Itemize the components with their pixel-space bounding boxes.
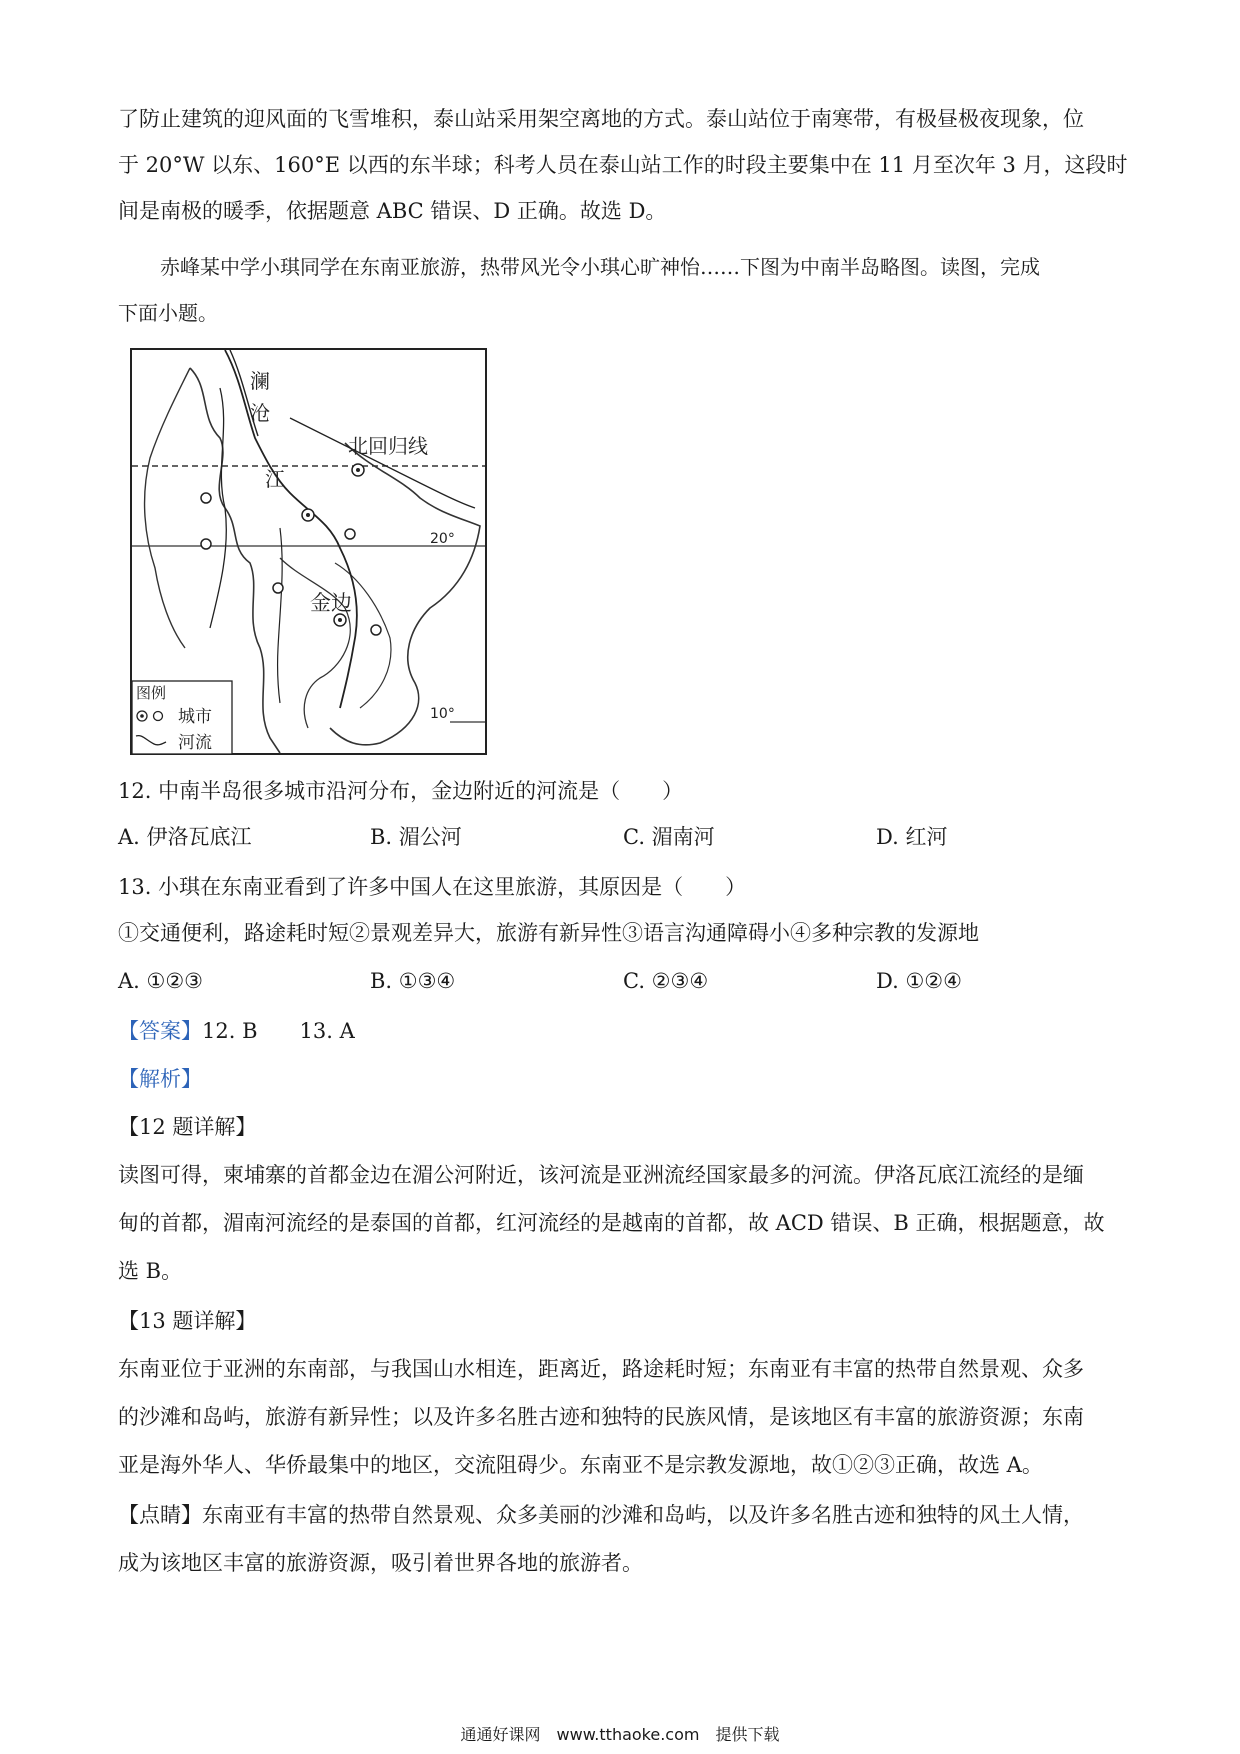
q13-option-c: C. ②③④ [623, 969, 709, 993]
river-label-1: 澜 [250, 369, 270, 393]
phnom-penh-label: 金边 [310, 591, 352, 615]
q13-option-b: B. ①③④ [370, 969, 456, 993]
q13-detail-line-2: 的沙滩和岛屿，旅游有新异性；以及许多名胜古迹和独特的民族风情，是该地区有丰富的旅游资源；东南 [118, 1405, 1084, 1429]
q12-detail-line-1: 读图可得，柬埔寨的首都金边在湄公河附近，该河流是亚洲流经国家最多的河流。伊洛瓦底江流经的是缅 [118, 1163, 1084, 1187]
lat-10-label: 10° [430, 706, 455, 722]
river-label-2: 沧 [250, 401, 270, 425]
tip-text-1: 东南亚有丰富的热带自然景观、众多美丽的沙滩和岛屿，以及许多名胜古迹和独特的风土人情， [202, 1503, 1084, 1527]
tip-line-2: 成为该地区丰富的旅游资源，吸引着世界各地的旅游者。 [118, 1551, 643, 1575]
q13-stem: 13. 小琪在东南亚看到了许多中国人在这里旅游，其原因是（ ） [118, 875, 747, 899]
city-marker [201, 493, 211, 503]
q12-option-a: A. 伊洛瓦底江 [118, 825, 252, 849]
intro-line-2: 于 20°W 以东、160°E 以西的东半球；科考人员在泰山站工作的时段主要集中在 11 月至次年 3 月，这段时 [118, 153, 1128, 177]
capital-marker-dot [356, 468, 360, 472]
lat-20-label: 20° [430, 531, 455, 547]
legend-title: 图例 [136, 684, 167, 702]
q12-option-b: B. 湄公河 [370, 825, 462, 849]
city-marker [345, 529, 355, 539]
tip-line-1 [118, 1500, 1084, 1530]
indochina-map [130, 348, 505, 758]
legend-city-icon [154, 712, 163, 721]
analysis-label: 【解析】 [118, 1067, 202, 1091]
legend-city-label: 城市 [178, 707, 212, 727]
capital-marker-dot [306, 513, 310, 517]
q13-detail-line-3: 亚是海外华人、华侨最集中的地区，交流阻碍少。东南亚不是宗教发源地，故①②③正确，故选 A。 [118, 1453, 1043, 1477]
answer-text: 12. B 13. A [202, 1019, 355, 1043]
city-marker [273, 583, 283, 593]
q13-option-d: D. ①②④ [876, 969, 962, 993]
q12-stem: 12. 中南半岛很多城市沿河分布，金边附近的河流是（ ） [118, 779, 684, 803]
q13-detail-heading: 【13 题详解】 [118, 1309, 257, 1333]
intro-line-1: 了防止建筑的迎风面的飞雪堆积，泰山站采用架空离地的方式。泰山站位于南寒带，有极昼极夜现象，位 [118, 107, 1084, 131]
stem-line-1: 赤峰某中学小琪同学在东南亚旅游，热带风光令小琪心旷神怡……下图为中南半岛略图。读图，完成 [160, 255, 1040, 279]
city-marker [371, 625, 381, 635]
answer-label: 【答案】 [118, 1019, 202, 1043]
page-footer: 通通好课网 www.tthaoke.com 提供下载 [460, 1725, 780, 1744]
q12-detail-line-2: 甸的首都，湄南河流经的是泰国的首都，红河流经的是越南的首都，故 ACD 错误、B 正确，根据题意，故 [118, 1211, 1105, 1235]
tropic-label: 北回归线 [348, 434, 428, 458]
q13-detail-line-1: 东南亚位于亚洲的东南部，与我国山水相连，距离近，路途耗时短；东南亚有丰富的热带自然景观、众多 [118, 1357, 1084, 1381]
intro-line-3: 间是南极的暖季，依据题意 ABC 错误、D 正确。故选 D。 [118, 199, 667, 223]
answer-row [118, 1016, 355, 1046]
q13-statements: ①交通便利，路途耗时短②景观差异大，旅游有新异性③语言沟通障碍小④多种宗教的发源地 [118, 921, 979, 945]
tip-label: 【点睛】 [118, 1503, 202, 1527]
q12-option-c: C. 湄南河 [623, 825, 715, 849]
phnom-penh-marker-dot [338, 618, 342, 622]
q12-detail-line-3: 选 B。 [118, 1259, 183, 1283]
city-marker [201, 539, 211, 549]
stem-line-2: 下面小题。 [118, 301, 218, 325]
river-label-3: 江 [265, 467, 285, 491]
q13-option-a: A. ①②③ [118, 969, 203, 993]
q12-option-d: D. 红河 [876, 825, 948, 849]
q12-detail-heading: 【12 题详解】 [118, 1115, 257, 1139]
legend-river-label: 河流 [178, 733, 212, 753]
legend-capital-icon-dot [140, 714, 144, 718]
